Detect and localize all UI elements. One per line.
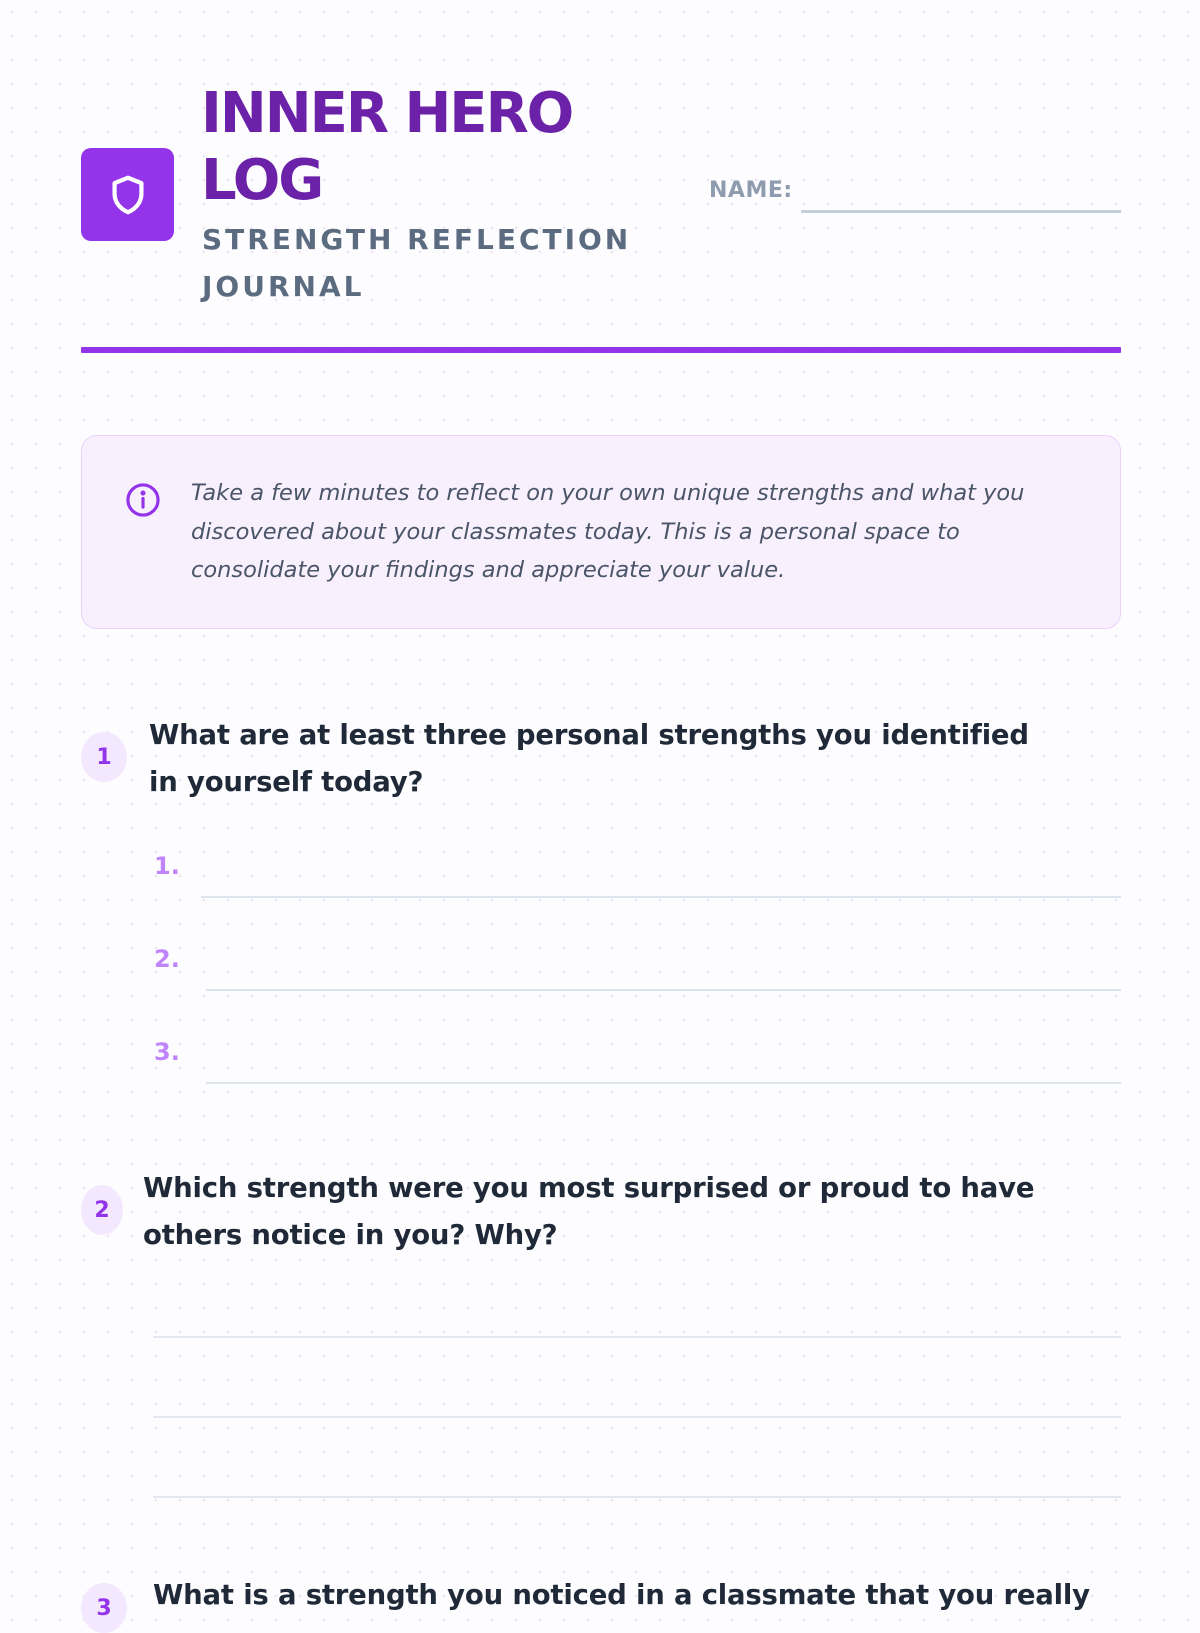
answer-number: 1. <box>154 852 180 880</box>
header-divider <box>81 347 1121 353</box>
page-title: INNER HERO LOG <box>201 81 573 213</box>
writing-line[interactable] <box>153 1336 1121 1338</box>
answer-number: 2. <box>154 945 180 973</box>
question-number-badge: 1 <box>81 732 127 782</box>
question-text: Which strength were you most surprised or proud to have others notice in you? Why? <box>143 1172 1035 1251</box>
shield-icon <box>105 172 151 218</box>
answer-line[interactable] <box>201 896 1121 898</box>
question-text: What are at least three personal strengths you identified in yourself today? <box>149 719 1029 798</box>
writing-line[interactable] <box>153 1496 1121 1498</box>
writing-line[interactable] <box>153 1416 1121 1418</box>
answer-number: 3. <box>154 1038 180 1066</box>
question-number-badge: 2 <box>81 1185 123 1235</box>
worksheet-page <box>81 0 1121 1621</box>
question-number-badge: 3 <box>81 1583 127 1633</box>
instructions-text: Take a few minutes to reflect on your own unique strengths and what you discovered about your classmates today. This is a personal space to consolidate your findings and appreciate your value. <box>191 480 1025 583</box>
name-field-line[interactable] <box>801 210 1121 213</box>
name-label: NAME: <box>709 178 793 203</box>
answer-line[interactable] <box>206 1082 1121 1084</box>
info-circle-icon <box>124 481 162 519</box>
answer-line[interactable] <box>206 989 1121 991</box>
worksheet-header <box>81 80 1121 310</box>
page-subtitle: STRENGTH REFLECTION JOURNAL <box>202 223 632 303</box>
logo-badge <box>81 148 174 241</box>
question-text: What is a strength you noticed in a classmate that you really <box>153 1579 1090 1611</box>
instructions-box <box>81 435 1121 629</box>
